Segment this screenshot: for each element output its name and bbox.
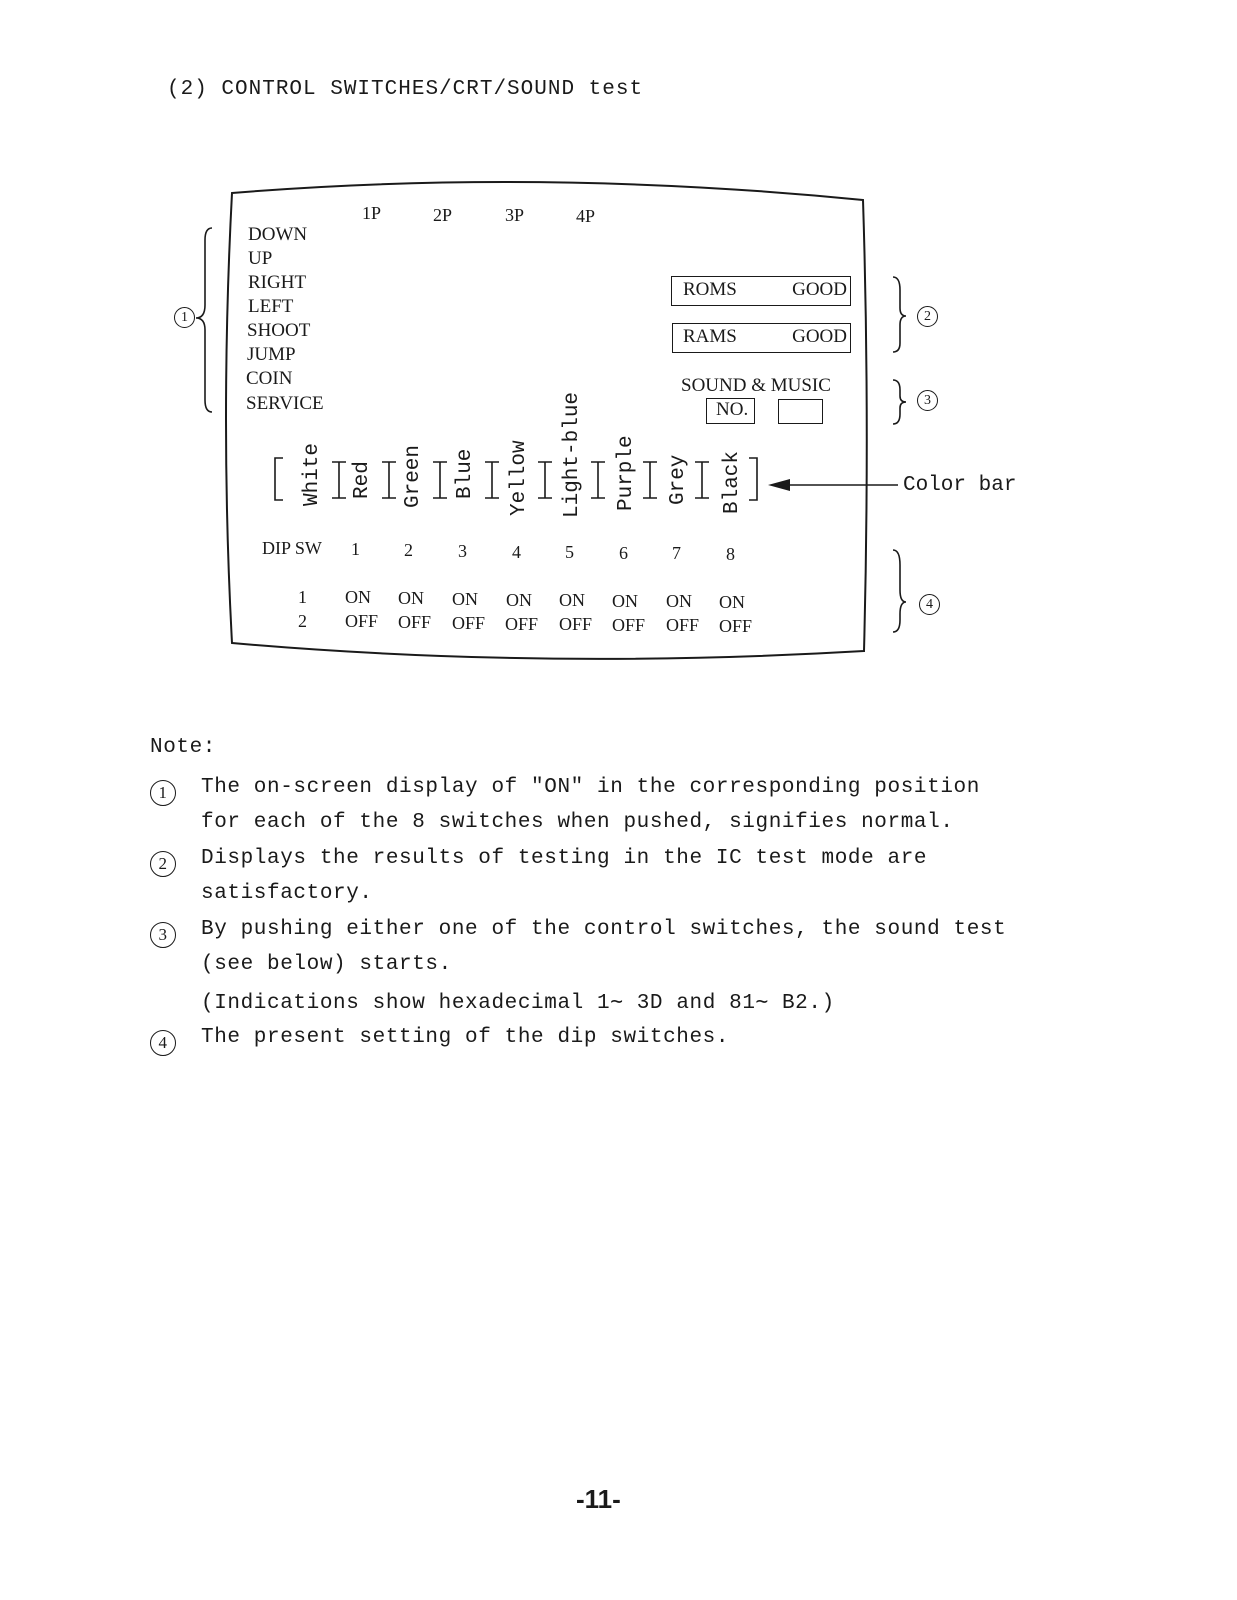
dip-row-label: 1 (298, 587, 307, 607)
dip-on: ON (612, 591, 638, 611)
note-line: Displays the results of testing in the IC test mode are (201, 847, 928, 870)
dip-off: OFF (559, 614, 593, 634)
dip-on: ON (452, 589, 478, 609)
player-2p: 2P (433, 205, 453, 225)
control-left: LEFT (248, 296, 294, 317)
note-line: (Indications show hexadecimal 1∼ 3D and 81∼ B2.) (201, 992, 835, 1015)
note-line: The present setting of the dip switches. (201, 1026, 730, 1049)
dip-number: 3 (458, 541, 467, 561)
roms-label: ROMS (683, 279, 737, 300)
note-number: 2 (150, 851, 176, 877)
callout-3: 3 (917, 390, 938, 411)
sound-no-label: NO. (716, 399, 749, 420)
color-label-light-blue: Light-blue (561, 391, 584, 518)
dip-number: 2 (404, 540, 413, 560)
color-label-green: Green (402, 444, 425, 508)
control-jump: JUMP (247, 344, 296, 365)
color-label-blue: Blue (454, 448, 477, 499)
dip-number: 5 (565, 542, 574, 562)
roms-status: GOOD (792, 279, 847, 300)
control-up: UP (248, 248, 273, 269)
page-number: -11- (576, 1484, 621, 1514)
rams-label: RAMS (683, 326, 737, 347)
dip-number: 8 (726, 544, 735, 564)
note-number: 1 (150, 780, 176, 806)
color-label-grey: Grey (667, 454, 690, 505)
dip-row-label: 2 (298, 611, 307, 631)
control-shoot: SHOOT (247, 320, 311, 341)
player-4p: 4P (576, 206, 596, 226)
dip-on: ON (719, 592, 745, 612)
color-label-purple: Purple (615, 435, 638, 511)
note-line: The on-screen display of "ON" in the corresponding position (201, 776, 980, 799)
note-line: (see below) starts. (201, 953, 452, 976)
rams-status: GOOD (792, 326, 847, 347)
color-label-white: White (301, 442, 324, 506)
dip-off: OFF (612, 615, 646, 635)
callout-4: 4 (919, 594, 940, 615)
note-number: 4 (150, 1030, 176, 1056)
dip-off: OFF (398, 612, 432, 632)
dip-on: ON (345, 587, 371, 607)
dip-number: 4 (512, 542, 521, 562)
sound-music-label: SOUND & MUSIC (681, 375, 831, 396)
player-1p: 1P (362, 203, 382, 223)
color-label-red: Red (351, 461, 374, 499)
dip-off: OFF (345, 611, 379, 631)
dip-on: ON (398, 588, 424, 608)
dip-off: OFF (452, 613, 486, 633)
control-service: SERVICE (246, 393, 324, 414)
player-3p: 3P (505, 205, 525, 225)
page-title: (2) CONTROL SWITCHES/CRT/SOUND test (167, 78, 644, 101)
control-right: RIGHT (248, 272, 307, 293)
callout-2: 2 (917, 306, 938, 327)
callout-1: 1 (174, 307, 195, 328)
dip-on: ON (559, 590, 585, 610)
note-number: 3 (150, 922, 176, 948)
control-down: DOWN (248, 224, 308, 245)
color-label-black: Black (721, 450, 744, 514)
dip-off: OFF (666, 615, 700, 635)
dip-number: 7 (672, 543, 681, 563)
control-coin: COIN (246, 368, 293, 389)
note-line: By pushing either one of the control switches, the sound test (201, 918, 1007, 941)
color-bar-label: Color bar (903, 474, 1017, 497)
dip-on: ON (506, 590, 532, 610)
note-line: for each of the 8 switches when pushed, signifies normal. (201, 811, 954, 834)
dip-off: OFF (719, 616, 753, 636)
dip-off: OFF (505, 614, 539, 634)
color-label-yellow: Yellow (508, 440, 531, 516)
note-line: satisfactory. (201, 882, 373, 905)
dip-on: ON (666, 591, 692, 611)
notes-label: Note: (150, 736, 217, 759)
dip-sw-label: DIP SW (262, 538, 322, 558)
dip-number: 1 (351, 539, 360, 559)
dip-number: 6 (619, 543, 628, 563)
